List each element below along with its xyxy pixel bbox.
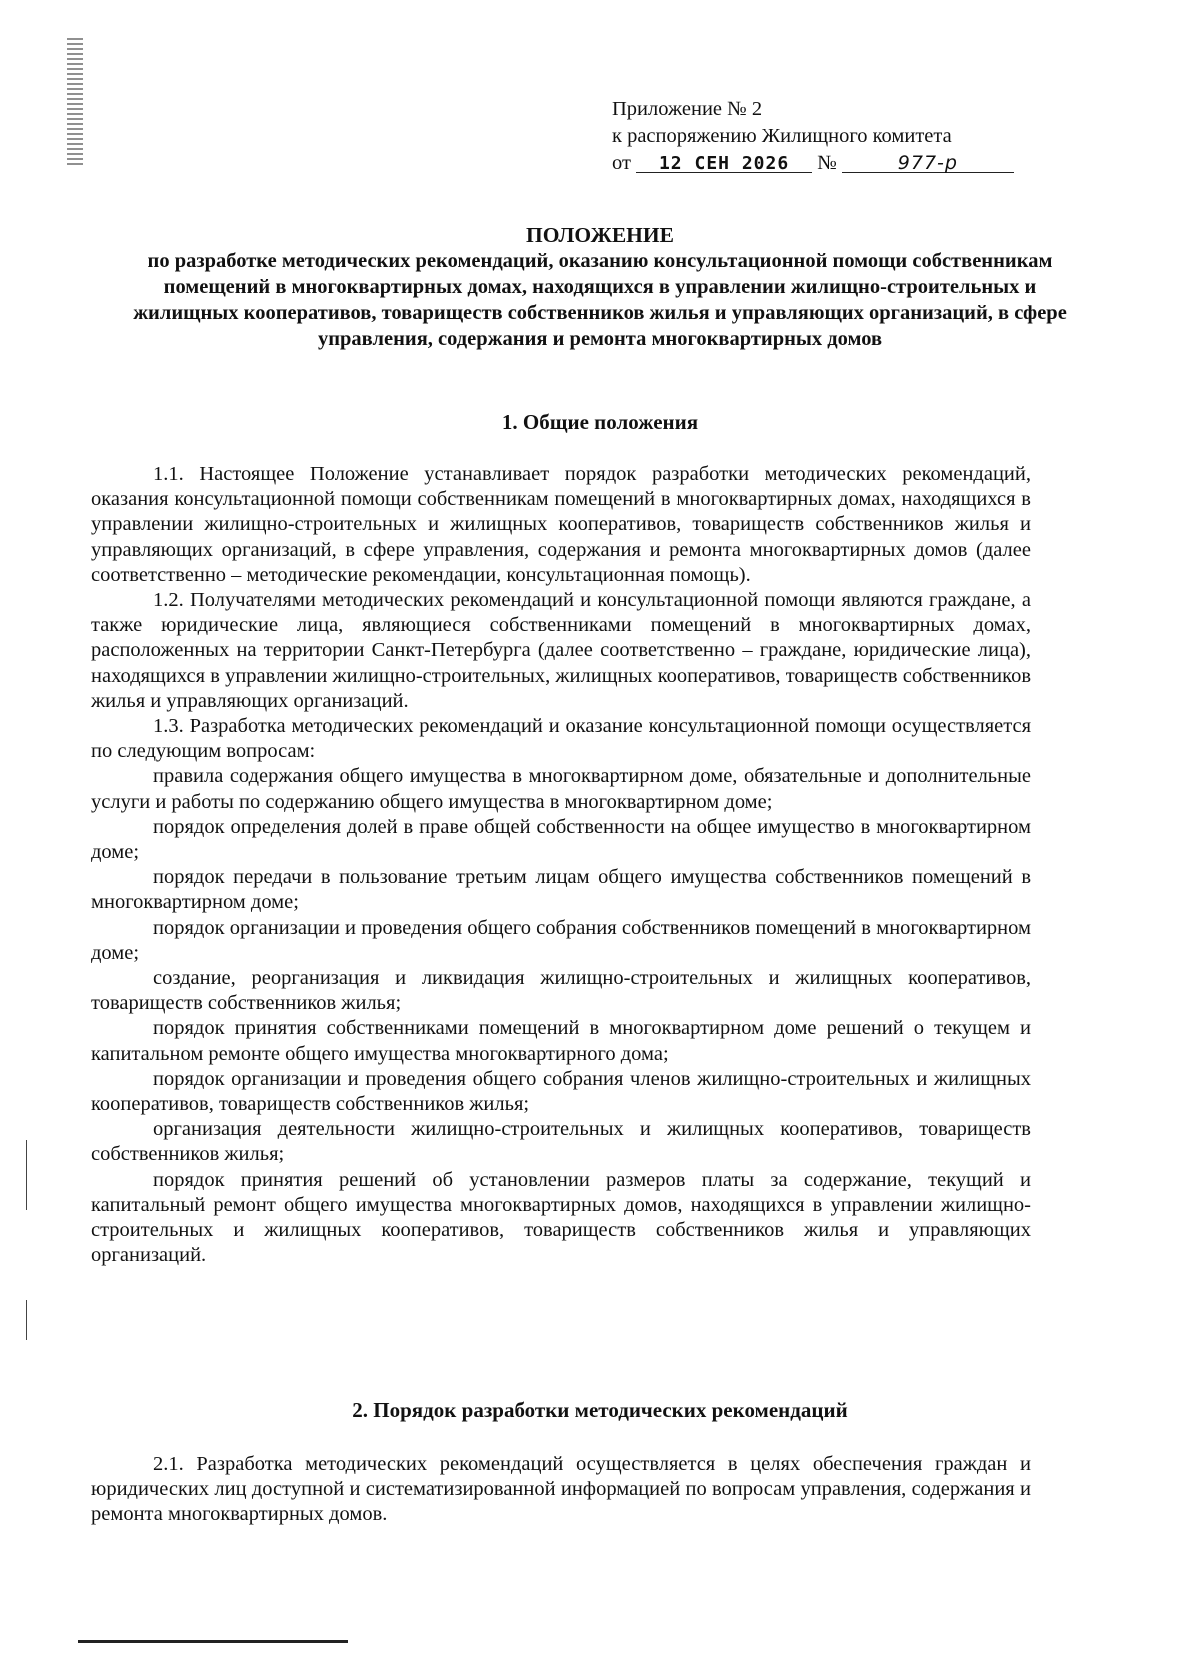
list-item: правила содержания общего имущества в многоквартирном доме, обязательные и дополнительные услуги и работы по содержанию общего имущества в многоквартирном доме;: [91, 765, 1031, 813]
list-item: порядок принятия собственниками помещений в многоквартирном доме решений о текущем и капитальном ремонте общего имущества многоквартирного дома;: [91, 1017, 1031, 1065]
section-1-body: [91, 462, 1031, 1269]
appendix-title: Приложение № 2: [612, 98, 763, 120]
number-handwritten: 977-р: [897, 152, 958, 174]
paragraph-1-3: 1.3. Разработка методических рекомендаций и оказание консультационной помощи осуществляется по следующим вопросам:: [91, 715, 1031, 763]
date-stamp: 12 СЕН 2026: [658, 153, 790, 174]
list-item: организация деятельности жилищно-строительных и жилищных кооперативов, товариществ собственников жилья;: [91, 1118, 1031, 1166]
document-title-block: [110, 222, 1090, 352]
list-item: создание, реорганизация и ликвидация жилищно-строительных и жилищных кооперативов, товариществ собственников жилья;: [91, 967, 1031, 1015]
date-label: от: [612, 152, 631, 174]
list-item: порядок принятия решений об установлении размеров платы за содержание, текущий и капитальный ремонт общего имущества многоквартирных домов, находящихся в управлении жилищно-строительных и жилищных кооперативов, товариществ собственников жилья и управляющих организаций.: [91, 1168, 1031, 1267]
list-item: порядок определения долей в праве общей собственности на общее имущество в многоквартирном доме;: [91, 815, 1031, 864]
paragraph-2-1: 2.1. Разработка методических рекомендаций осуществляется в целях обеспечения граждан и юридических лиц доступной и систематизированной информацией по вопросам управления, содержания и ремонта многоквартирных домов.: [91, 1453, 1031, 1526]
appendix-header: [612, 96, 1032, 177]
section-2-body: [91, 1452, 1031, 1528]
scan-margin-mark: [26, 1140, 27, 1210]
list-item: порядок передачи в пользование третьим лицам общего имущества собственников помещений в многоквартирном доме;: [91, 866, 1031, 914]
appendix-reference: к распоряжению Жилищного комитета: [612, 125, 952, 147]
scan-margin-mark: [26, 1300, 27, 1340]
scan-artifact: [67, 38, 83, 168]
document-subtitle: по разработке методических рекомендаций, оказанию консультационной помощи собственникам помещений в многоквартирных домах, находящихся в управлении жилищно-строительных и жилищных кооперативов, товариществ собственников жилья и управляющих организаций, в сфере управления, содержания и ремонта многоквартирных домов: [133, 250, 1067, 350]
footer-rule: [78, 1640, 348, 1643]
list-item: порядок организации и проведения общего собрания собственников помещений в многоквартирном доме;: [91, 916, 1031, 964]
paragraph-1-1: 1.1. Настоящее Положение устанавливает порядок разработки методических рекомендаций, оказания консультационной помощи собственникам помещений в многоквартирных домах, находящихся в управлении жилищно-строительных и жилищных кооперативов, товариществ собственников жилья и управляющих организаций, в сфере управления, содержания и ремонта многоквартирных домов (далее соответственно – методические рекомендации, консультационная помощь).: [91, 463, 1031, 586]
section-1-title: 1. Общие положения: [501, 410, 699, 434]
number-label: №: [817, 152, 837, 174]
document-title: ПОЛОЖЕНИЕ: [526, 223, 674, 247]
paragraph-1-2: 1.2. Получателями методических рекомендаций и консультационной помощи являются граждане, а также юридические лица, являющиеся собственниками помещений в многоквартирных домах, расположенных на территории Санкт-Петербурга (далее соответственно – граждане, юридические лица), находящихся в управлении жилищно-строительных, жилищных кооперативов, товариществ собственников жилья и управляющих организаций.: [91, 589, 1031, 712]
appendix-date-number-line: [612, 150, 1032, 177]
section-2-title: 2. Порядок разработки методических рекомендаций: [352, 1398, 848, 1422]
date-field: [636, 150, 812, 173]
number-field: [842, 150, 1014, 173]
list-item: порядок организации и проведения общего собрания членов жилищно-строительных и жилищных кооперативов, товариществ собственников жилья;: [91, 1067, 1031, 1116]
